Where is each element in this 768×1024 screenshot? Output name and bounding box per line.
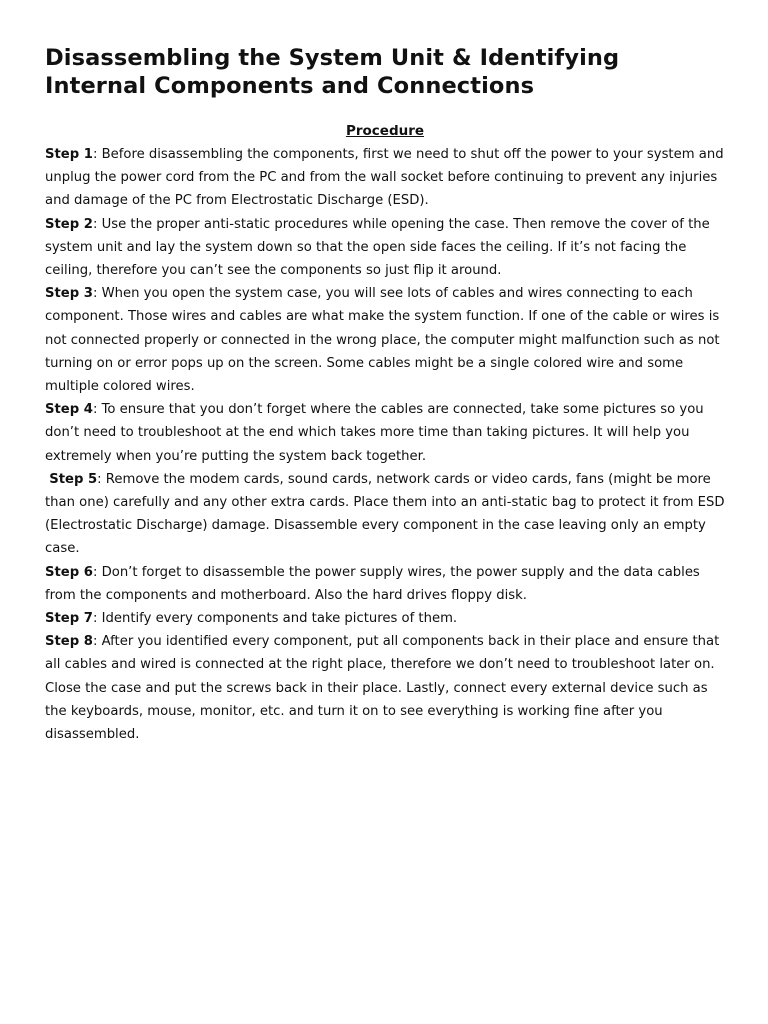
step-5-label: Step 5 <box>49 471 98 487</box>
step-4-label: Step 4 <box>45 402 93 418</box>
step-7: Step 7: Identify every components and take pictures of them. <box>45 611 458 627</box>
procedure-heading: Procedure <box>345 123 425 139</box>
title-line-1: Disassembling the System Unit & Identifying <box>45 45 620 71</box>
step-3-label: Step 3 <box>45 286 93 302</box>
document-title <box>45 44 725 100</box>
step-2-label: Step 2 <box>45 216 93 232</box>
step-3: Step 3: When you open the system case, you will see lots of cables and wires connecting to each component. Those wires and cables are what make the system function. If one of the cable or wires is not connected properly or connected in the wrong place, the computer might malfunction such as not turning on or error pops up on the screen. Some cables might be a single colored wire and some multiple colored wires. <box>45 286 720 395</box>
step-3-text: When you open the system case, you will see lots of cables and wires connecting to each component. Those wires and cables are what make the system function. If one of the cable or wires is not connected properly or connected in the wrong place, the computer might malfunction such as not turning on or error pops up on the screen. Some cables might be a single colored wire and some multiple colored wires. <box>45 286 720 395</box>
step-8-text: After you identified every component, put all components back in their place and ensure that all cables and wired is connected at the right place, therefore we don’t need to troubleshoot later on. Close the case and put the screws back in their place. Lastly, connect every external device such as the keyboards, mouse, monitor, etc. and turn it on to see everything is working fine after you disassembled. <box>45 634 720 743</box>
step-5-text: Remove the modem cards, sound cards, network cards or video cards, fans (might be more than one) carefully and any other extra cards. Place them into an anti-static bag to protect it from ESD (Electrostatic Discharge) damage. Disassemble every component in the case leaving only an empty case. <box>45 471 725 557</box>
step-5: Step 5: Remove the modem cards, sound cards, network cards or video cards, fans (might be more than one) carefully and any other extra cards. Place them into an anti-static bag to protect it from ESD (Electrostatic Discharge) damage. Disassemble every component in the case leaving only an empty case. <box>45 471 725 557</box>
steps-list <box>45 143 725 746</box>
step-4: Step 4: To ensure that you don’t forget where the cables are connected, take some pictures so you don’t need to troubleshoot at the end which takes more time than taking pictures. It will help you extremely when you’re putting the system back together. <box>45 402 704 464</box>
step-2: Step 2: Use the proper anti-static procedures while opening the case. Then remove the cover of the system unit and lay the system down so that the open side faces the ceiling. If it’s not facing the ceiling, therefore you can’t see the components so just flip it around. <box>45 216 710 279</box>
step-1-text: Before disassembling the components, first we need to shut off the power to your system and unplug the power cord from the PC and from the wall socket before continuing to prevent any injuries and damage of the PC from Electrostatic Discharge (ESD). <box>45 147 724 209</box>
step-2-text: Use the proper anti-static procedures while opening the case. Then remove the cover of the system unit and lay the system down so that the open side faces the ceiling. If it’s not facing the ceiling, therefore you can’t see the components so just flip it around. <box>45 216 710 279</box>
title-line-2: Internal Components and Connections <box>45 73 535 99</box>
step-7-text: Identify every components and take pictures of them. <box>101 611 458 627</box>
document-page <box>45 44 725 746</box>
step-8-label: Step 8 <box>45 634 93 650</box>
step-6-label: Step 6 <box>45 564 93 580</box>
step-1: Step 1: Before disassembling the components, first we need to shut off the power to your system and unplug the power cord from the PC and from the wall socket before continuing to prevent any injuries and damage of the PC from Electrostatic Discharge (ESD). <box>45 147 724 209</box>
step-6: Step 6: Don’t forget to disassemble the power supply wires, the power supply and the data cables from the components and motherboard. Also the hard drives floppy disk. <box>45 564 700 603</box>
step-6-text: Don’t forget to disassemble the power supply wires, the power supply and the data cables from the components and motherboard. Also the hard drives floppy disk. <box>45 564 700 603</box>
step-8: Step 8: After you identified every component, put all components back in their place and ensure that all cables and wired is connected at the right place, therefore we don’t need to troubleshoot later on. Close the case and put the screws back in their place. Lastly, connect every external device such as the keyboards, mouse, monitor, etc. and turn it on to see everything is working fine after you disassembled. <box>45 634 720 743</box>
step-1-label: Step 1 <box>45 147 93 162</box>
step-7-label: Step 7 <box>45 611 93 627</box>
step-4-text: To ensure that you don’t forget where the cables are connected, take some pictures so you don’t need to troubleshoot at the end which takes more time than taking pictures. It will help you extremely when you’re putting the system back together. <box>45 402 704 464</box>
